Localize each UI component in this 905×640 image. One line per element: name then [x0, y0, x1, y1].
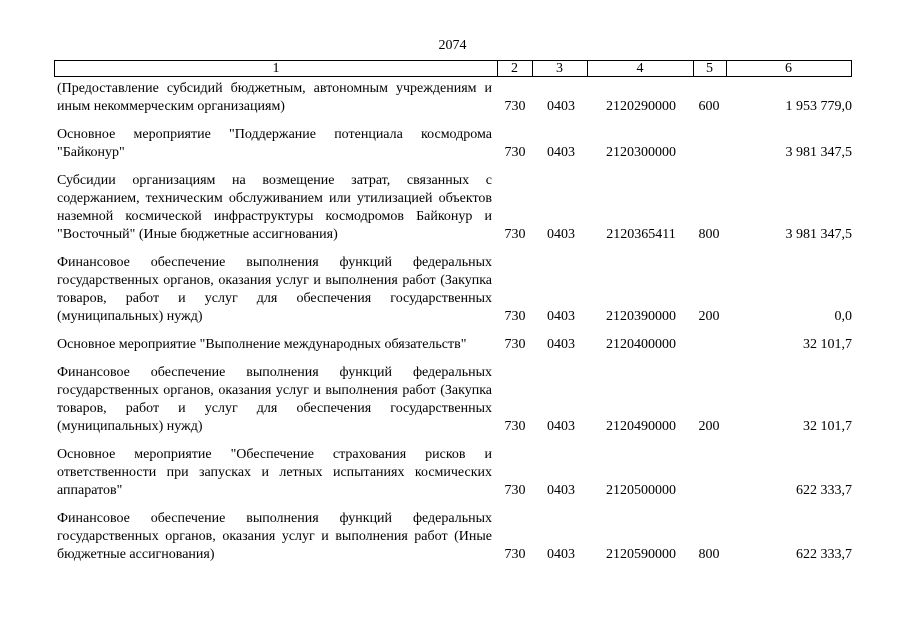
row-col-4: 2120490000 — [606, 419, 676, 434]
row-col-2: 730 — [504, 419, 526, 434]
row-col-4: 2120400000 — [606, 337, 676, 352]
row-col-6: 622 333,7 — [796, 547, 852, 562]
row-col-5: 800 — [698, 547, 720, 562]
row-col-5: 200 — [698, 309, 720, 324]
row-description: Субсидии организациям на возмещение затрат, связанных с содержанием, техническим обслуживанием или утилизацией объектов наземной космической инфраструктуры космодромов Байконур и "Восточный" (Иные бюджетные ассигнования) — [57, 173, 492, 242]
row-col-5: 800 — [698, 227, 720, 242]
row-col-6: 32 101,7 — [803, 337, 852, 352]
row-col-2: 730 — [504, 337, 526, 352]
row-col-6: 622 333,7 — [796, 483, 852, 498]
row-description: Финансовое обеспечение выполнения функций федеральных государственных органов, оказания услуг и выполнения работ (Иные бюджетные ассигнования) — [57, 511, 492, 562]
row-col-4: 2120390000 — [606, 309, 676, 324]
row-col-3: 0403 — [547, 337, 575, 352]
row-col-2: 730 — [504, 227, 526, 242]
row-col-2: 730 — [504, 547, 526, 562]
row-col-2: 730 — [504, 145, 526, 160]
row-col-6: 0,0 — [834, 309, 852, 324]
row-col-6: 3 981 347,5 — [785, 145, 852, 160]
row-col-3: 0403 — [547, 309, 575, 324]
row-col-6: 1 953 779,0 — [785, 99, 852, 114]
row-description: Финансовое обеспечение выполнения функций федеральных государственных органов, оказания услуг и выполнения работ (Закупка товаров, работ и услуг для обеспечения государственных (муниципальных) нужд) — [57, 255, 492, 324]
row-col-4: 2120590000 — [606, 547, 676, 562]
table-row — [0, 126, 905, 162]
row-col-2: 730 — [504, 309, 526, 324]
row-description: Основное мероприятие "Выполнение международных обязательств" — [57, 337, 467, 352]
header-col-5: 5 — [693, 61, 727, 76]
row-description: Основное мероприятие "Обеспечение страхования рисков и ответственности при запусках и летных испытаниях космических аппаратов" — [57, 447, 492, 498]
row-col-2: 730 — [504, 99, 526, 114]
row-col-6: 3 981 347,5 — [785, 227, 852, 242]
row-col-4: 2120290000 — [606, 99, 676, 114]
table-row — [0, 446, 905, 500]
row-description: (Предоставление субсидий бюджетным, автономным учреждениям и иным некоммерческим организациям) — [57, 81, 492, 114]
table-body — [0, 80, 905, 574]
table-row — [0, 336, 905, 354]
row-col-3: 0403 — [547, 483, 575, 498]
table-row — [0, 80, 905, 116]
table-row — [0, 364, 905, 436]
row-col-3: 0403 — [547, 99, 575, 114]
row-description: Финансовое обеспечение выполнения функций федеральных государственных органов, оказания услуг и выполнения работ (Закупка товаров, работ и услуг для обеспечения государственных (муниципальных) нужд) — [57, 365, 492, 434]
table-row — [0, 510, 905, 564]
table-header — [54, 60, 852, 77]
row-col-4: 2120500000 — [606, 483, 676, 498]
row-description: Основное мероприятие "Поддержание потенциала космодрома "Байконур" — [57, 127, 492, 160]
header-col-2: 2 — [497, 61, 533, 76]
page-number: 2074 — [438, 38, 467, 53]
header-col-6: 6 — [785, 61, 792, 76]
row-col-3: 0403 — [547, 145, 575, 160]
table-row — [0, 254, 905, 326]
table-row — [0, 172, 905, 244]
row-col-3: 0403 — [547, 419, 575, 434]
row-col-4: 2120300000 — [606, 145, 676, 160]
row-col-2: 730 — [504, 483, 526, 498]
header-col-4: 4 — [587, 61, 694, 76]
row-col-3: 0403 — [547, 547, 575, 562]
row-col-4: 2120365411 — [606, 227, 676, 242]
row-col-5: 200 — [698, 419, 720, 434]
row-col-6: 32 101,7 — [803, 419, 852, 434]
header-col-3: 3 — [532, 61, 588, 76]
row-col-5: 600 — [698, 99, 720, 114]
header-col-1: 1 — [55, 61, 498, 76]
row-col-3: 0403 — [547, 227, 575, 242]
